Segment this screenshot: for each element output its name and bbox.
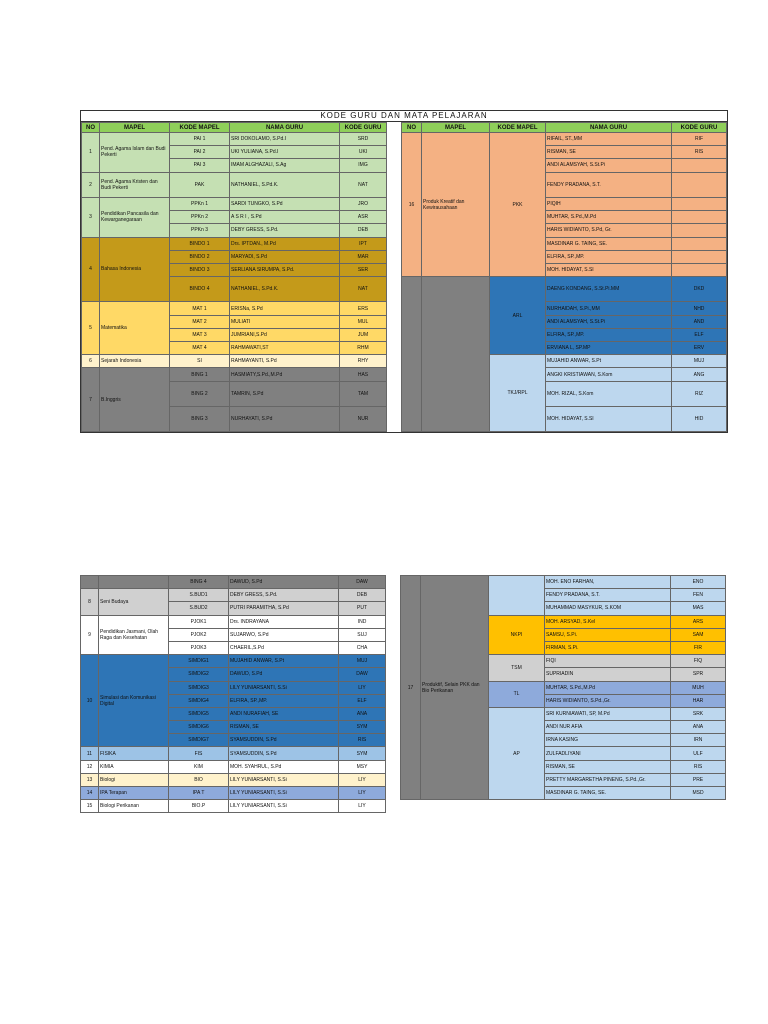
mapel-cell: Pendidikan Pancasila dan Kewarganegaraan: [100, 197, 170, 237]
row-number: 5: [82, 302, 100, 355]
kode-guru-cell: NAT: [340, 172, 387, 197]
kode-guru-cell: MUL: [340, 315, 387, 328]
nama-guru-cell: MULIATI: [230, 315, 340, 328]
nama-guru-cell: LILY YUNIARSANTI, S.Si: [229, 773, 339, 786]
mapel-cell: Bahasa Indonesia: [100, 237, 170, 302]
nama-guru-cell: CHAERIL,S.Pd: [229, 641, 339, 654]
kode-guru-cell: SAM: [671, 628, 726, 641]
kode-mapel-cell: MAT 4: [170, 342, 230, 355]
nama-guru-cell: Drs. IPTDAN., M.Pd: [230, 237, 340, 250]
nama-guru-cell: MUJAHID ANWAR, S.Pt: [546, 355, 672, 368]
mapel-cell: [422, 277, 490, 432]
kode-guru-cell: ERV: [672, 342, 727, 355]
kode-guru-cell: DAW: [339, 576, 386, 589]
kode-guru-cell: LIY: [339, 800, 386, 813]
nama-guru-cell: ANGKI KRISTIAWAN, S.Kom: [546, 368, 672, 381]
kode-mapel-cell: FIS: [169, 747, 229, 760]
nama-guru-cell: MOH. SYAHRUL, S.Pd: [229, 760, 339, 773]
nama-guru-cell: DAENG KONDANG, S.St.Pi.MM: [546, 277, 672, 302]
kode-guru-cell: NHD: [672, 302, 727, 315]
kode-mapel-cell: PJOK2: [169, 628, 229, 641]
nama-guru-cell: RISMAN, SE: [546, 146, 672, 159]
nama-guru-cell: SAMSU, S.Pi.: [545, 628, 671, 641]
kode-guru-cell: RIS: [671, 760, 726, 773]
kode-guru-cell: [672, 237, 727, 250]
kode-guru-cell: [672, 263, 727, 276]
mapel-cell: Biologi Perikanan: [99, 800, 169, 813]
kode-guru-cell: AND: [672, 315, 727, 328]
kode-guru-cell: DEB: [339, 589, 386, 602]
kode-mapel-cell: MAT 2: [170, 315, 230, 328]
table-row: [82, 133, 387, 146]
kode-mapel-cell: SIMDIG2: [169, 668, 229, 681]
nama-guru-cell: IRNA KASING: [545, 734, 671, 747]
kode-mapel-cell: SIMDIG5: [169, 707, 229, 720]
kode-mapel-cell: BING 4: [169, 576, 229, 589]
nama-guru-cell: NATHANIEL, S.Pd.K.: [230, 172, 340, 197]
table-row: [81, 760, 386, 773]
kode-mapel-cell: PKK: [490, 133, 546, 277]
nama-guru-cell: FENDY PRADANA, S.T.: [545, 589, 671, 602]
kode-guru-cell: MUJ: [672, 355, 727, 368]
kode-mapel-cell: TSM: [489, 655, 545, 681]
kode-guru-cell: RIS: [672, 146, 727, 159]
row-number: 7: [82, 368, 100, 432]
page-title: KODE GURU DAN MATA PELAJARAN: [81, 111, 727, 122]
kode-guru-cell: RIF: [672, 133, 727, 146]
kode-guru-cell: SRK: [671, 707, 726, 720]
row-number: 13: [81, 773, 99, 786]
kode-guru-cell: PRE: [671, 773, 726, 786]
header-mapel: MAPEL: [100, 123, 170, 133]
kode-guru-cell: LIY: [339, 681, 386, 694]
kode-guru-cell: IPT: [340, 237, 387, 250]
nama-guru-cell: PRETTY MARGARETHA PINENG, S.Pd.,Gr.: [545, 773, 671, 786]
kode-guru-cell: LIY: [339, 773, 386, 786]
kode-guru-cell: TAM: [340, 381, 387, 406]
kode-guru-cell: NUR: [340, 406, 387, 431]
nama-guru-cell: SARDI TUNGKO, S.Pd: [230, 197, 340, 210]
nama-guru-cell: HARIS WIDIANTO, S.Pd.,Gr.: [545, 694, 671, 707]
kode-mapel-cell: BIO.P: [169, 800, 229, 813]
nama-guru-cell: MOH. HIDAYAT, S.SI: [546, 263, 672, 276]
table-row: [81, 800, 386, 813]
kode-mapel-cell: BINDO 4: [170, 277, 230, 302]
table-row: [81, 655, 386, 668]
nama-guru-cell: JUMRIANI,S.Pd: [230, 328, 340, 341]
kode-guru-cell: DKD: [672, 277, 727, 302]
kode-guru-cell: ENO: [671, 576, 726, 589]
row-number: 6: [82, 355, 100, 368]
table-row: [402, 133, 727, 146]
mapel-cell: B.Inggris: [100, 368, 170, 432]
kode-mapel-cell: S.BUD2: [169, 602, 229, 615]
nama-guru-cell: TAMRIN, S.Pd: [230, 381, 340, 406]
nama-guru-cell: MOH. HIDAYAT, S.SI: [546, 406, 672, 431]
nama-guru-cell: ANDI ALAMSYAH, S.St.Pi: [546, 159, 672, 172]
table-row: [82, 368, 387, 381]
kode-guru-cell: DEB: [340, 224, 387, 237]
header-nama-guru: NAMA GURU: [230, 123, 340, 133]
kode-mapel-cell: IPA T: [169, 787, 229, 800]
mapel-cell: Pend. Agama Kristen dan Budi Pekerti: [100, 172, 170, 197]
mapel-cell: Pend. Agama Islam dan Budi Pekerti: [100, 133, 170, 173]
row-number: 9: [81, 615, 99, 655]
table-row: [81, 773, 386, 786]
nama-guru-cell: MUHTAR, S.Pd.,M.Pd: [546, 211, 672, 224]
kode-guru-cell: FIQ: [671, 655, 726, 668]
mapel-cell: Biologi: [99, 773, 169, 786]
sheet-bottom: [80, 575, 726, 813]
kode-guru-cell: SYM: [339, 721, 386, 734]
nama-guru-cell: FENDY PRADANA, S.T.: [546, 172, 672, 197]
kode-guru-cell: ULF: [671, 747, 726, 760]
nama-guru-cell: DEBY GRESS, S.Pd.: [230, 224, 340, 237]
row-number: 10: [81, 655, 99, 747]
table-row: [81, 747, 386, 760]
header-kode-guru: KODE GURU: [340, 123, 387, 133]
kode-mapel-cell: TKJ/RPL: [490, 355, 546, 432]
nama-guru-cell: MUHTAR, S.Pd.,M.Pd: [545, 681, 671, 694]
table-row: [81, 576, 386, 589]
nama-guru-cell: RISMAN, SE: [545, 760, 671, 773]
kode-mapel-cell: SIMDIG3: [169, 681, 229, 694]
table-row: [82, 197, 387, 210]
kode-guru-cell: RHY: [340, 355, 387, 368]
kode-guru-cell: [672, 250, 727, 263]
row-number: 12: [81, 760, 99, 773]
nama-guru-cell: SRI KURNIAWATI, SP, M.Pd: [545, 707, 671, 720]
nama-guru-cell: ELFIRA, SP.,MP.: [546, 328, 672, 341]
kode-mapel-cell: BING 2: [170, 381, 230, 406]
kode-guru-cell: PUT: [339, 602, 386, 615]
nama-guru-cell: LILY YUNIARSANTI, S.Si: [229, 787, 339, 800]
left-table-bottom: [80, 575, 386, 813]
table-row: [82, 302, 387, 315]
nama-guru-cell: SUPRIADIN: [545, 668, 671, 681]
kode-mapel-cell: TL: [489, 681, 545, 707]
nama-guru-cell: LILY YUNIARSANTI, S.Si: [229, 681, 339, 694]
nama-guru-cell: SRI DOKOLAMO, S.Pd.I: [230, 133, 340, 146]
kode-guru-cell: MSD: [671, 787, 726, 800]
kode-mapel-cell: BINDO 2: [170, 250, 230, 263]
kode-guru-cell: [672, 197, 727, 210]
kode-guru-cell: RIS: [339, 734, 386, 747]
nama-guru-cell: ANDI ALAMSYAH, S.St.Pi: [546, 315, 672, 328]
kode-guru-cell: UKI: [340, 146, 387, 159]
header-row: [82, 123, 387, 133]
nama-guru-cell: DEBY GRESS, S.Pd.: [229, 589, 339, 602]
table-row: [401, 576, 726, 589]
kode-guru-cell: RIZ: [672, 381, 727, 406]
kode-mapel-cell: PJOK3: [169, 641, 229, 654]
nama-guru-cell: SYAMSUDDIN, S.Pd: [229, 747, 339, 760]
mapel-cell: IPA Terapan: [99, 787, 169, 800]
kode-mapel-cell: PPKn 3: [170, 224, 230, 237]
kode-mapel-cell: ARL: [490, 277, 546, 355]
kode-guru-cell: SER: [340, 263, 387, 276]
kode-mapel-cell: PAI 3: [170, 159, 230, 172]
kode-mapel-cell: SIMDIG6: [169, 721, 229, 734]
nama-guru-cell: ERVIANA L, SP.MP: [546, 342, 672, 355]
mapel-cell: Matematika: [100, 302, 170, 355]
row-number: 15: [81, 800, 99, 813]
table-row: [82, 237, 387, 250]
table-row: [82, 355, 387, 368]
kode-mapel-cell: S.BUD1: [169, 589, 229, 602]
kode-guru-cell: ARS: [671, 615, 726, 628]
kode-guru-cell: ANG: [672, 368, 727, 381]
kode-guru-cell: JUM: [340, 328, 387, 341]
kode-guru-cell: SRD: [340, 133, 387, 146]
kode-guru-cell: HAS: [340, 368, 387, 381]
kode-mapel-cell: [489, 576, 545, 616]
nama-guru-cell: FIQI: [545, 655, 671, 668]
row-number: 3: [82, 197, 100, 237]
nama-guru-cell: FIRMAN, S.Pi.: [545, 641, 671, 654]
kode-guru-cell: MAR: [340, 250, 387, 263]
kode-mapel-cell: PJOK1: [169, 615, 229, 628]
mapel-cell: [99, 576, 169, 589]
nama-guru-cell: RAHMAYANTI, S.Pd: [230, 355, 340, 368]
mapel-cell: FISIKA: [99, 747, 169, 760]
kode-mapel-cell: PPKn 1: [170, 197, 230, 210]
row-number: 16: [402, 133, 422, 277]
nama-guru-cell: RIFAIL, ST.,MM: [546, 133, 672, 146]
kode-mapel-cell: BING 1: [170, 368, 230, 381]
kode-guru-cell: SUJ: [339, 628, 386, 641]
nama-guru-cell: IMAM ALGHAZALI, S.Ag: [230, 159, 340, 172]
mapel-cell: Sejarah Indonesia: [100, 355, 170, 368]
kode-guru-cell: MAS: [671, 602, 726, 615]
nama-guru-cell: Drs. INDRAYANA: [229, 615, 339, 628]
kode-guru-cell: NAT: [340, 277, 387, 302]
kode-mapel-cell: KIM: [169, 760, 229, 773]
kode-mapel-cell: AP: [489, 707, 545, 799]
mapel-cell: Produk Kreatif dan Kewirausahaan: [422, 133, 490, 277]
row-number: 11: [81, 747, 99, 760]
mapel-cell: Seni Budaya: [99, 589, 169, 615]
nama-guru-cell: PIQIH: [546, 197, 672, 210]
kode-guru-cell: [672, 172, 727, 197]
nama-guru-cell: MOH. ARSYAD, S.Kel: [545, 615, 671, 628]
mapel-cell: Produktif, Selain PKK dan Bio Perikanan: [421, 576, 489, 800]
nama-guru-cell: ELFIRA, SP.,MP.: [546, 250, 672, 263]
kode-guru-cell: RHM: [340, 342, 387, 355]
kode-guru-cell: DAW: [339, 668, 386, 681]
kode-guru-cell: IMG: [340, 159, 387, 172]
kode-guru-cell: ELF: [672, 328, 727, 341]
nama-guru-cell: ANDI NUR AFIA: [545, 721, 671, 734]
nama-guru-cell: DAWUD, S.Pd: [229, 668, 339, 681]
kode-mapel-cell: NKPI: [489, 615, 545, 655]
kode-guru-cell: ASR: [340, 211, 387, 224]
nama-guru-cell: SYAMSUDDIN, S.Pd: [229, 734, 339, 747]
kode-mapel-cell: PPKn 2: [170, 211, 230, 224]
kode-guru-cell: FEN: [671, 589, 726, 602]
kode-guru-cell: HID: [672, 406, 727, 431]
nama-guru-cell: MOH. ENO FARHAN,: [545, 576, 671, 589]
header-kode-mapel: KODE MAPEL: [490, 123, 546, 133]
nama-guru-cell: SUJARWO, S.Pd: [229, 628, 339, 641]
kode-mapel-cell: SI: [170, 355, 230, 368]
row-number: [402, 277, 422, 432]
kode-mapel-cell: MAT 1: [170, 302, 230, 315]
nama-guru-cell: HARIS WIDIANTO, S.Pd, Gr.: [546, 224, 672, 237]
mapel-cell: Simulasi dan Komunikasi Digital: [99, 655, 169, 747]
nama-guru-cell: DAWUD, S.Pd: [229, 576, 339, 589]
kode-guru-cell: SYM: [339, 747, 386, 760]
table-row: [81, 615, 386, 628]
kode-mapel-cell: BING 3: [170, 406, 230, 431]
kode-guru-cell: LIY: [339, 787, 386, 800]
right-table-top: [401, 122, 727, 432]
kode-mapel-cell: BINDO 1: [170, 237, 230, 250]
kode-guru-cell: HAR: [671, 694, 726, 707]
table-row: [81, 589, 386, 602]
row-number: [81, 576, 99, 589]
kode-guru-cell: CHA: [339, 641, 386, 654]
kode-mapel-cell: BINDO 3: [170, 263, 230, 276]
header-nama-guru: NAMA GURU: [546, 123, 672, 133]
kode-guru-cell: [672, 211, 727, 224]
nama-guru-cell: A S R I , S.Pd: [230, 211, 340, 224]
nama-guru-cell: HASMIATY,S.Pd.,M.Pd: [230, 368, 340, 381]
nama-guru-cell: ZULFADLIYANI: [545, 747, 671, 760]
kode-mapel-cell: PAK: [170, 172, 230, 197]
row-number: 8: [81, 589, 99, 615]
table-row: [82, 172, 387, 197]
kode-guru-cell: [672, 224, 727, 237]
header-row: [402, 123, 727, 133]
nama-guru-cell: NURHAIDAH, S.Pi.,MM: [546, 302, 672, 315]
nama-guru-cell: ERISNa, S.Pd: [230, 302, 340, 315]
header-kode-guru: KODE GURU: [672, 123, 727, 133]
nama-guru-cell: MARYADI, S.Pd: [230, 250, 340, 263]
mapel-cell: Pendidikan Jasmani, Olah Raga dan Kesehatan: [99, 615, 169, 655]
kode-mapel-cell: SIMDIG7: [169, 734, 229, 747]
nama-guru-cell: ANDI NURAFIAH, SE: [229, 707, 339, 720]
left-table-top: [81, 122, 387, 432]
kode-guru-cell: [672, 159, 727, 172]
nama-guru-cell: NURHAYATI, S.Pd: [230, 406, 340, 431]
nama-guru-cell: SERLIANA SIRUMPA, S.Pd.: [230, 263, 340, 276]
header-no: NO: [402, 123, 422, 133]
kode-guru-cell: ELF: [339, 694, 386, 707]
header-mapel: MAPEL: [422, 123, 490, 133]
kode-guru-cell: MUH: [671, 681, 726, 694]
kode-guru-cell: SPR: [671, 668, 726, 681]
table-row: [402, 277, 727, 302]
nama-guru-cell: MOH. RIZAL, S.Kom: [546, 381, 672, 406]
row-number: 1: [82, 133, 100, 173]
nama-guru-cell: NATHANIEL, S.Pd.K.: [230, 277, 340, 302]
sheet-top: [80, 110, 728, 433]
kode-mapel-cell: MAT 3: [170, 328, 230, 341]
kode-mapel-cell: PAI 1: [170, 133, 230, 146]
kode-guru-cell: JRO: [340, 197, 387, 210]
header-kode-mapel: KODE MAPEL: [170, 123, 230, 133]
nama-guru-cell: MUHAMMAD MASYKUR, S.KOM: [545, 602, 671, 615]
kode-mapel-cell: PAI 2: [170, 146, 230, 159]
row-number: 14: [81, 787, 99, 800]
kode-guru-cell: FIR: [671, 641, 726, 654]
kode-mapel-cell: BIO: [169, 773, 229, 786]
kode-mapel-cell: SIMDIG4: [169, 694, 229, 707]
nama-guru-cell: MASDINAR G. TAING, SE.: [545, 787, 671, 800]
kode-guru-cell: IRN: [671, 734, 726, 747]
kode-mapel-cell: SIMDIG1: [169, 655, 229, 668]
nama-guru-cell: LILY YUNIARSANTI, S.Si: [229, 800, 339, 813]
kode-guru-cell: MSY: [339, 760, 386, 773]
kode-guru-cell: ANA: [671, 721, 726, 734]
nama-guru-cell: RISMAN, SE: [229, 721, 339, 734]
kode-guru-cell: ANA: [339, 707, 386, 720]
nama-guru-cell: PUTRI PARAMITHA, S.Pd: [229, 602, 339, 615]
row-number: 4: [82, 237, 100, 302]
row-number: 17: [401, 576, 421, 800]
kode-guru-cell: MUJ: [339, 655, 386, 668]
nama-guru-cell: MUJAHID ANWAR, S.Pt: [229, 655, 339, 668]
table-row: [81, 787, 386, 800]
nama-guru-cell: MASDINAR G. TAING, SE.: [546, 237, 672, 250]
nama-guru-cell: UKI YULIANA, S.Pd.I: [230, 146, 340, 159]
kode-guru-cell: ERS: [340, 302, 387, 315]
mapel-cell: KIMIA: [99, 760, 169, 773]
kode-guru-cell: IND: [339, 615, 386, 628]
right-table-bottom: [400, 575, 726, 800]
header-no: NO: [82, 123, 100, 133]
row-number: 2: [82, 172, 100, 197]
nama-guru-cell: ELFIRA, SP.,MP.: [229, 694, 339, 707]
nama-guru-cell: RAHMAWATI,ST: [230, 342, 340, 355]
